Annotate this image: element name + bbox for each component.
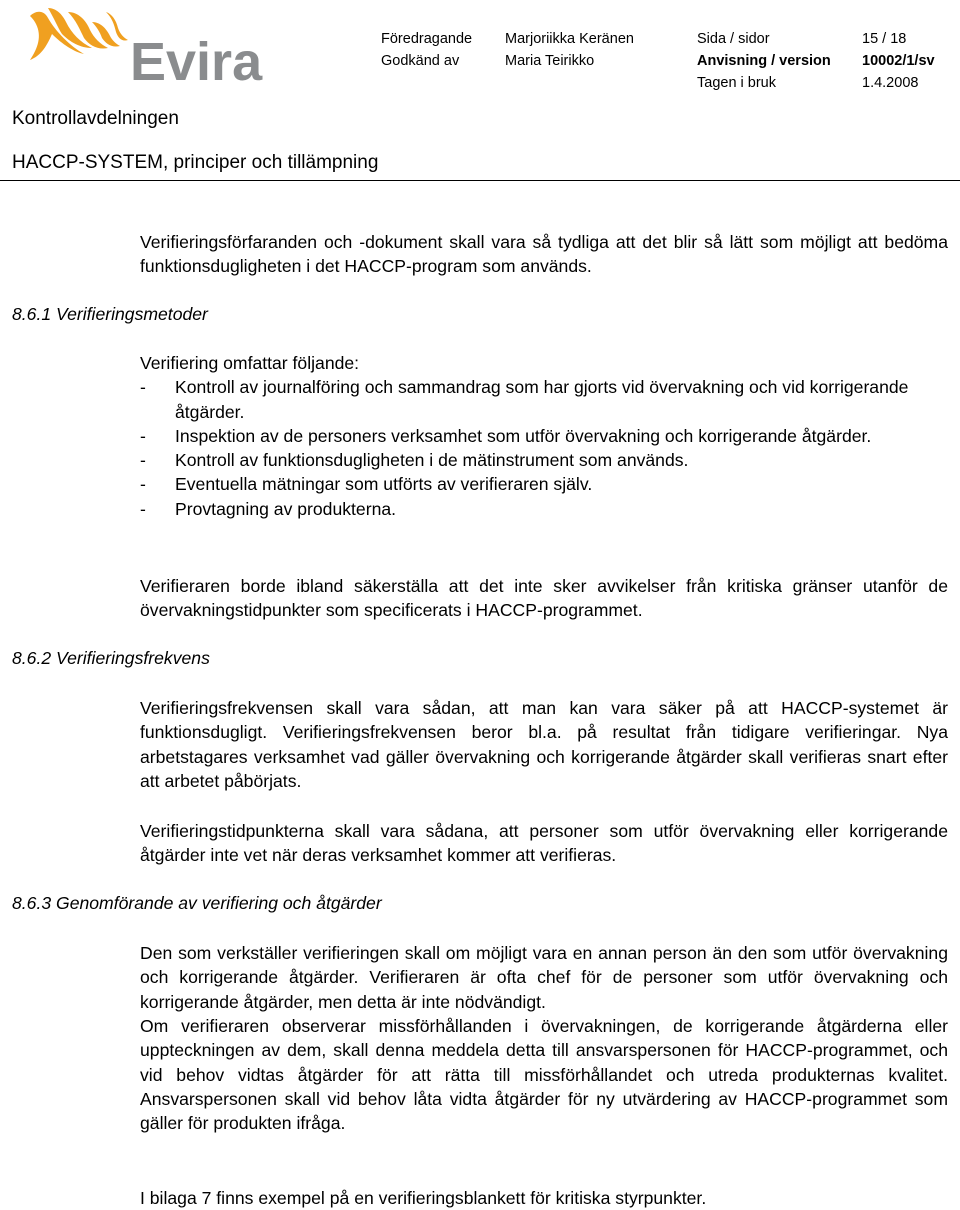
meta-row-1 [0, 28, 960, 50]
meta-value-pages: 15 / 18 [862, 31, 907, 47]
section-8-6-2-paragraph-1: Verifieringsfrekvensen skall vara sådan, att man kan vara säker på att HACCP-systemet är funktionsdugligt. Verifieringsfrekvensen beror bl.a. på resultat från tidigare verifieringar. Nya arbetstagares verksamhet vad gäller övervakning och korrigerande åtgärder skall verifieras snart efter att arbetet påbörjats. [140, 698, 948, 791]
meta-label-approved: Godkänd av [381, 53, 460, 69]
list-lead: Verifiering omfattar följande: [140, 353, 360, 373]
section-8-6-1-paragraph: Verifieraren borde ibland säkerställa att det inte sker avvikelser från kritiska gränser utanför de övervakningstidpunkter som specificerats i HACCP-programmet. [140, 576, 948, 621]
list-item: - Kontroll av journalföring och sammandrag som har gjorts vid övervakning och vid korrigerande åtgärder. [140, 375, 948, 424]
meta-value-instruction: 10002/1/sv [862, 53, 935, 69]
list-item: - Provtagning av produkterna. [140, 497, 948, 521]
section-8-6-3-paragraph-2: Om verifieraren observerar missförhållanden i övervakningen, de korrigerande åtgärderna eller uppteckningen av dem, skall denna meddela detta till ansvarspersonen för HACCP-programmet, och vid behov vidtas åtgärder för att rätta till missförhållandet och utreda produkternas kvalitet. Ansvarspersonen skall vid behov låta vidta åtgärder för ny utvärdering av HACCP-programmet som gäller för produkten ifråga. [140, 1016, 948, 1134]
meta-label-in-use: Tagen i bruk [697, 75, 776, 91]
document-subtitle: HACCP-SYSTEM, principer och tillämpning [12, 152, 379, 173]
meta-label-pages: Sida / sidor [697, 31, 770, 47]
document-metadata [0, 28, 960, 98]
section-8-6-1-body [140, 351, 948, 521]
meta-row-2 [0, 50, 960, 72]
meta-row-3 [0, 72, 960, 94]
verification-list [140, 375, 948, 521]
meta-label-instruction: Anvisning / version [697, 53, 831, 69]
section-heading-8-6-1: 8.6.1 Verifieringsmetoder [12, 304, 208, 324]
logo-wordmark: Evira [130, 32, 263, 90]
section-8-6-3-paragraph-1: Den som verkställer verifieringen skall om möjligt vara en annan person än den som utför övervakning och korrigerande åtgärder. Verifieraren är ofta chef för de personer som utför övervakning och korrigerande åtgärder, men detta är inte nödvändigt. [140, 943, 948, 1012]
header-divider [0, 180, 960, 181]
list-item: - Inspektion av de personers verksamhet som utför övervakning och korrigerande åtgärder. [140, 424, 948, 448]
meta-value-presenter: Marjoriikka Keränen [505, 31, 634, 47]
section-8-6-3-paragraph-3: I bilaga 7 finns exempel på en verifieringsblankett för kritiska styrpunkter. [140, 1188, 707, 1208]
section-heading-8-6-3: 8.6.3 Genomförande av verifiering och åtgärder [12, 893, 382, 913]
intro-paragraph: Verifieringsförfaranden och -dokument skall vara så tydliga att det blir så lätt som möjligt att bedöma funktionsdugligheten i det HACCP-program som används. [140, 232, 948, 277]
list-item: - Eventuella mätningar som utförts av verifieraren själv. [140, 472, 948, 496]
meta-value-in-use: 1.4.2008 [862, 75, 919, 91]
department-name: Kontrollavdelningen [12, 108, 179, 129]
meta-label-presenter: Föredragande [381, 31, 473, 47]
list-item: - Kontroll av funktionsdugligheten i de mätinstrument som används. [140, 448, 948, 472]
section-heading-8-6-2: 8.6.2 Verifieringsfrekvens [12, 648, 210, 668]
meta-value-approved: Maria Teirikko [505, 53, 595, 69]
section-8-6-2-paragraph-2: Verifieringstidpunkterna skall vara sådana, att personer som utför övervakning eller korrigerande åtgärder inte vet när deras verksamhet kommer att verifieras. [140, 821, 948, 866]
